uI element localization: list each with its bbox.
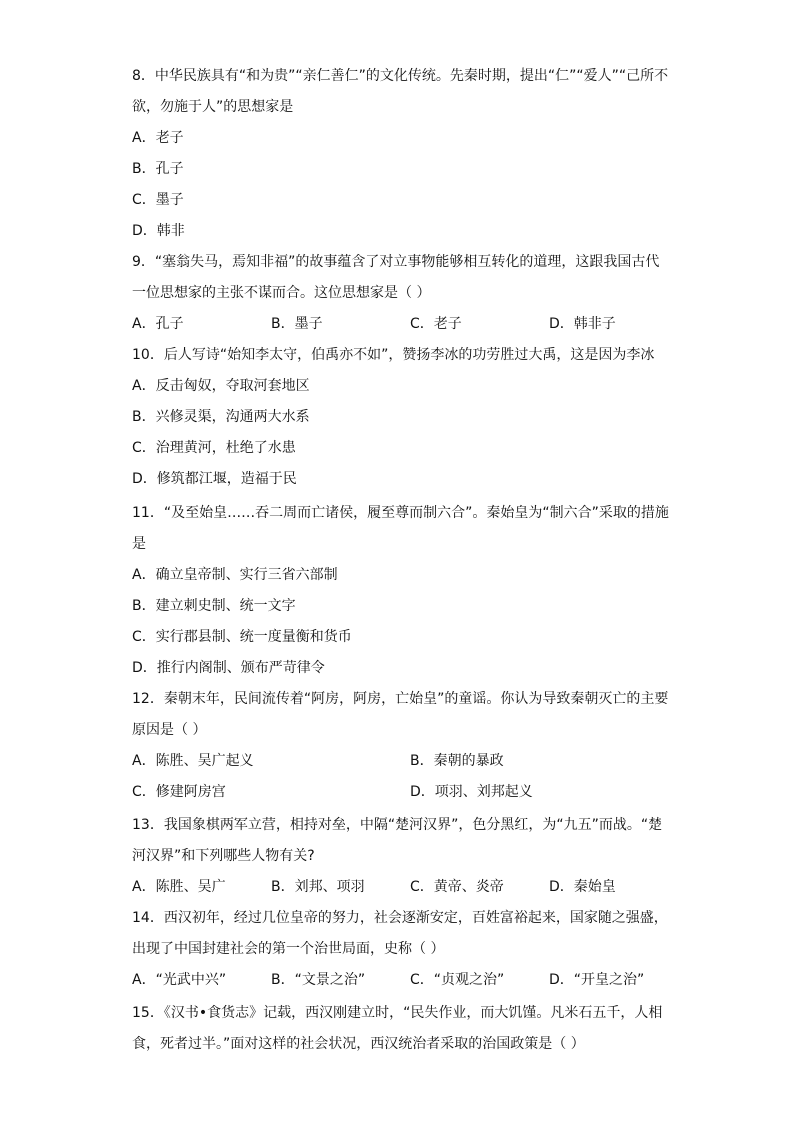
q13-option-b: B．刘邦、项羽 [271,879,365,895]
q10-option-a: A．反击匈奴，夺取河套地区 [132,378,310,394]
q12-stem-line2: 原因是（ ） [132,722,207,738]
q9-option-c: C．老子 [410,316,462,332]
q11-stem-line1: 11．“及至始皇……吞二周而亡诸侯，履至尊而制六合”。秦始皇为“制六合”采取的措施 [132,505,669,521]
q12-option-b: B．秦朝的暴政 [410,753,504,769]
q12-option-c: C．修建阿房宫 [132,784,226,800]
q12-options-row1 [132,751,672,771]
q8-stem-line2: 欲，勿施于人”的思想家是 [132,99,294,115]
q13-option-c: C．黄帝、炎帝 [410,879,504,895]
q9-options-row [132,314,672,334]
q14-stem-line2: 出现了中国封建社会的第一个治世局面，史称（ ） [132,941,445,957]
q14-option-d: D．“开皇之治” [549,972,645,988]
q9-stem-line2: 一位思想家的主张不谋而合。这位思想家是（ ） [132,285,431,301]
q13-option-d: D．秦始皇 [549,879,616,895]
q9-option-a: A．孔子 [132,316,184,332]
q8-option-b: B．孔子 [132,161,184,177]
q9-stem-line1: 9．“塞翁失马，焉知非福”的故事蕴含了对立事物能够相互转化的道理，这跟我国古代 [132,254,660,270]
q8-option-a: A．老子 [132,130,184,146]
q14-option-b: B．“文景之治” [271,972,366,988]
q14-stem-line1: 14．西汉初年，经过几位皇帝的努力，社会逐渐安定，百姓富裕起来，国家随之强盛， [132,910,668,926]
q12-option-d: D．项羽、刘邦起义 [410,784,533,800]
q8-option-c: C．墨子 [132,192,184,208]
q12-stem-line1: 12．秦朝末年，民间流传着“阿房，阿房，亡始皇”的童谣。你认为导致秦朝灭亡的主要 [132,691,669,707]
q15-stem-line1: 15．《汉书•食货志》记载，西汉刚建立时，“民失作业，而大饥馑。凡米石五千，人相 [132,1005,663,1021]
q11-option-a: A．确立皇帝制、实行三省六部制 [132,567,338,583]
q11-stem-line2: 是 [132,536,146,552]
q14-options-row [132,970,672,990]
q11-option-d: D．推行内阁制、颁布严苛律令 [132,660,325,676]
q11-option-b: B．建立刺史制、统一文字 [132,598,296,614]
q8-stem-line1: 8．中华民族具有“和为贵”“亲仁善仁”的文化传统。先秦时期，提出“仁”“爱人”“己所不 [132,68,669,84]
q10-option-b: B．兴修灵渠，沟通两大水系 [132,409,310,425]
q11-option-c: C．实行郡县制、统一度量衡和货币 [132,629,352,645]
q14-option-c: C．“贞观之治” [410,972,505,988]
q10-stem-line1: 10．后人写诗“始知李太守，伯禹亦不如”，赞扬李冰的功劳胜过大禹，这是因为李冰 [132,347,655,363]
q12-options-row2 [132,782,672,802]
q8-option-d: D．韩非 [132,223,185,239]
q15-stem-line2: 食，死者过半。”面对这样的社会状况，西汉统治者采取的治国政策是（ ） [132,1036,585,1052]
q10-option-c: C．治理黄河，杜绝了水患 [132,440,296,456]
q10-option-d: D．修筑都江堰，造福于民 [132,471,297,487]
q13-stem-line2: 河汉界”和下列哪些人物有关? [132,848,315,864]
q13-stem-line1: 13．我国象棋两军立营，相持对垒，中隔“楚河汉界”，色分黑红，为“九五”而战。“楚 [132,817,663,833]
q14-option-a: A．“光武中兴” [132,972,227,988]
q12-option-a: A．陈胜、吴广起义 [132,753,254,769]
q13-option-a: A．陈胜、吴广 [132,879,226,895]
q13-options-row [132,877,672,897]
q9-option-b: B．墨子 [271,316,323,332]
q9-option-d: D．韩非子 [549,316,616,332]
